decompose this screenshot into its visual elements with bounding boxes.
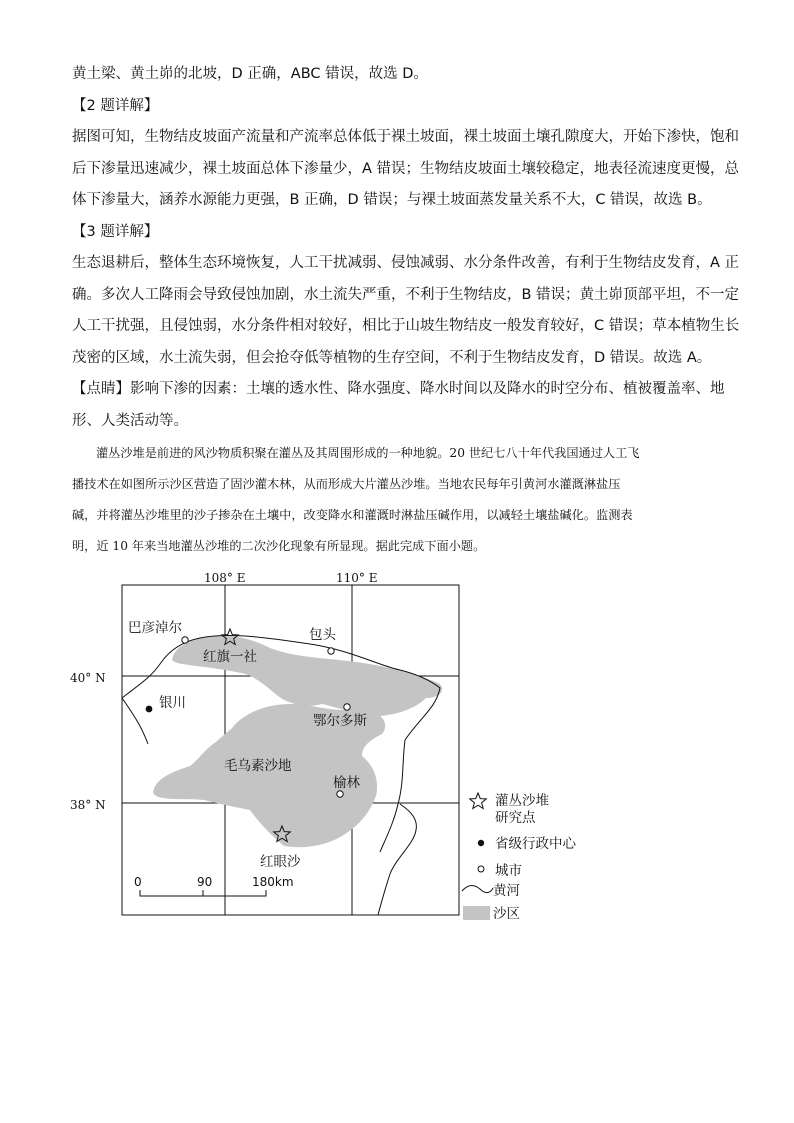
legend-river-icon [462,885,493,892]
key-point-line: 【点睛】影响下渗的因素：土壤的透水性、降水强度、降水时间以及降水的时空分布、植被覆盖率、地 [72,381,725,397]
answer-explanations [72,59,740,437]
legend-label-research-point: 灌丛沙堆 [495,793,549,809]
yellow-river-south [378,804,416,915]
legend-label-provincial-center: 省级行政中心 [495,836,576,852]
scale-label-0: 0 [134,875,142,889]
city-marker-ordos [344,704,350,710]
passage-line: 灌丛沙堆是前进的风沙物质积聚在灌丛及其周围形成的一种地貌。20 世纪七八十年代我国通过人工飞 [96,446,640,460]
legend-city-marker [478,866,484,872]
answer-line: 后下渗量迅速减少，裸土坡面总体下渗量少，A 错误；生物结皮坡面土壤较稳定，地表径流速度更慢，总 [72,160,740,177]
legend-label-research-point-2: 研究点 [495,810,536,826]
answer-line: 生态退耕后，整体生态环境恢复，人工干扰减弱、侵蚀减弱、水分条件改善，有利于生物结皮发育，A 正 [72,255,740,271]
answer-line: 人工干扰强，且侵蚀弱，水分条件相对较好，相比于山坡生物结皮一般发育较好，C 错误；草本植物生长 [72,318,740,334]
provincial-center-marker-yinchuan [146,706,153,713]
place-label-hongyansha: 红眼沙 [260,854,301,870]
scale-bar-line [140,890,266,896]
question-passage [72,438,732,562]
place-label-hongqi: 红旗一社 [203,649,257,665]
passage-line: 碱，并将灌丛沙堆里的沙子掺杂在土壤中，改变降水和灌溉时淋盐压碱作用，以减轻土壤盐碱化。监测表 [72,508,633,522]
legend-label-sand-area: 沙区 [493,906,520,922]
lon-label-110: 110° E [336,571,378,585]
legend [462,792,576,922]
place-label-baotou: 包头 [309,627,336,643]
passage-line: 播技术在如图所示沙区营造了固沙灌木林，从而形成大片灌丛沙堆。当地农民每年引黄河水灌溉淋盐压 [72,477,621,491]
city-marker-yulin [337,791,343,797]
answer-line: 据图可知，生物结皮坡面产流量和产流率总体低于裸土坡面，裸土坡面土壤孔隙度大，开始下渗快，饱和 [72,129,739,145]
lat-label-40: 40° N [70,671,106,685]
key-point-line: 形、人类活动等。 [72,412,188,429]
legend-sand-swatch [463,906,490,920]
map-figure [70,568,600,928]
city-marker-baotou [328,648,334,654]
answer-line: 确。多次人工降雨会导致侵蚀加剧，水土流失严重，不利于生物结皮，B 错误；黄土峁顶部平坦，不一定 [72,286,740,303]
legend-label-city: 城市 [495,863,522,879]
legend-provincial-center-marker [478,840,484,846]
star-icon [470,793,487,809]
answer-line: 黄土梁、黄土峁的北坡，D 正确，ABC 错误，故选 D。 [72,66,428,82]
place-label-muus: 毛乌素沙地 [224,758,292,774]
scale-label-180km: 180km [252,875,294,889]
place-label-yinchuan: 银川 [159,695,186,711]
place-label-yulin: 榆林 [333,775,360,791]
lon-label-108: 108° E [204,571,246,585]
passage-line: 明，近 10 年来当地灌丛沙堆的二次沙化现象有所显现。据此完成下面小题。 [72,539,486,553]
answer-line: 茂密的区域，水土流失弱，但会抢夺低等植物的生存空间，不利于生物结皮发育，D 错误。故选 A。 [72,349,712,366]
legend-label-yellow-river: 黄河 [493,883,520,899]
place-label-ordos: 鄂尔多斯 [313,713,367,729]
place-label-bayannur: 巴彦淖尔 [128,620,182,636]
question-2-heading: 【2 题详解】 [72,97,159,114]
city-marker-bayannur [182,637,188,643]
question-3-heading: 【3 题详解】 [72,223,159,240]
scale-bar [134,875,294,896]
answer-line: 体下渗量大，涵养水源能力更强，B 正确，D 错误；与裸土坡面蒸发量关系不大，C 错误，故选 B。 [72,192,712,208]
lat-label-38: 38° N [70,798,106,812]
scale-label-90: 90 [197,875,213,889]
